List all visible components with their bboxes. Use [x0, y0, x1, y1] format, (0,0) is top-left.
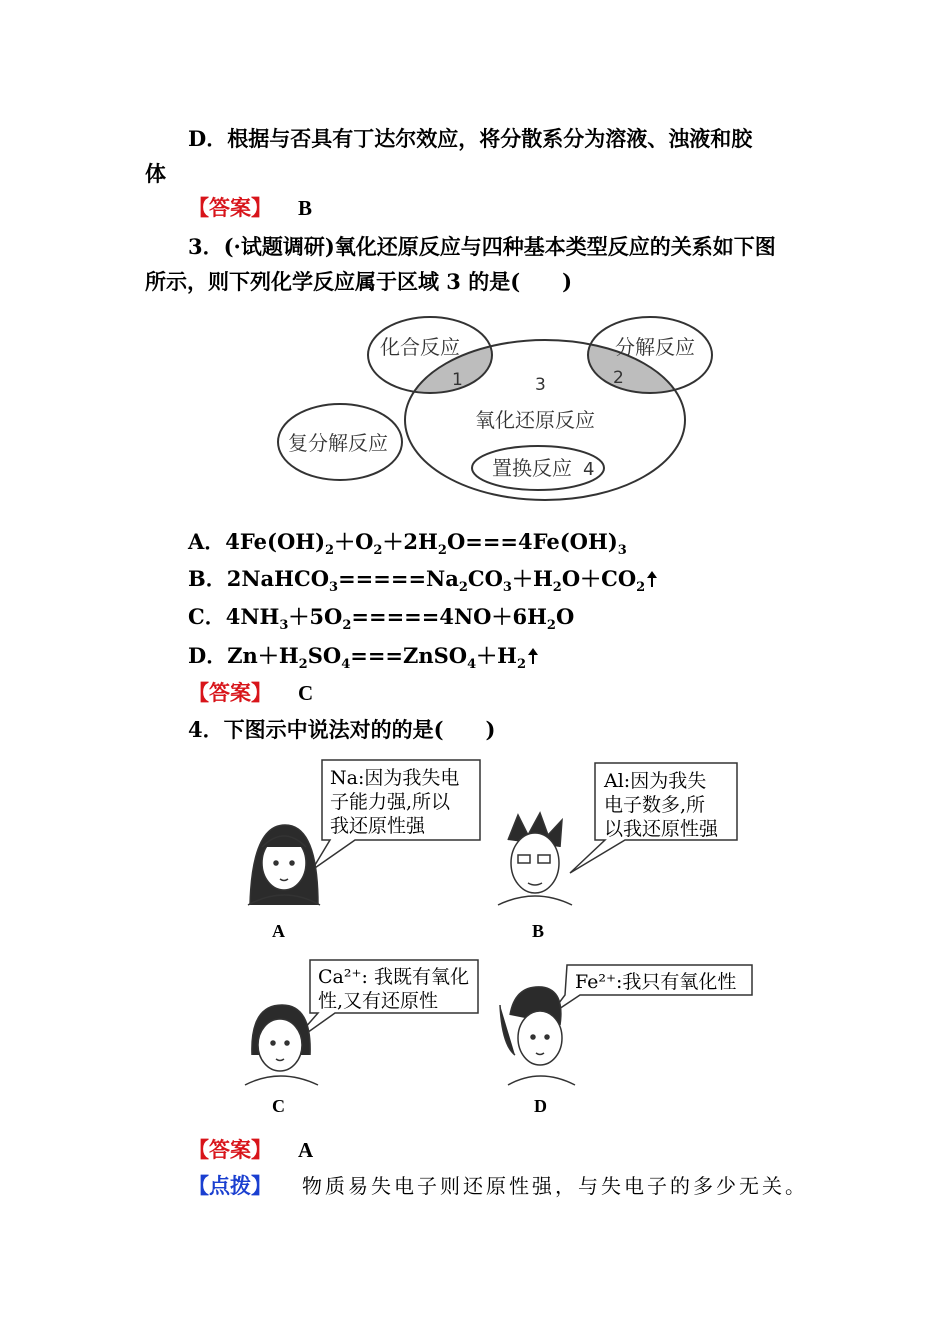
region-3-label: 3 [535, 375, 546, 395]
replacement-label: 置换反应 [492, 456, 572, 480]
bubble-d-text: Fe²⁺:我只有氧化性 [575, 971, 737, 993]
combination-label: 化合反应 [380, 335, 460, 359]
option-prefix: C． [188, 604, 226, 629]
reaction-venn-diagram [270, 310, 730, 510]
region-4-label: 4 [583, 459, 595, 480]
figure-label-c: C [272, 1096, 285, 1116]
region-2-label: 2 [613, 368, 624, 388]
decomposition-label: 分解反应 [615, 335, 695, 359]
redox-label: 氧化还原反应 [475, 408, 595, 432]
girl-a-illustration [248, 825, 320, 905]
q2-option-d-cont: 体 [145, 161, 166, 186]
figure-label-d: D [534, 1096, 547, 1116]
girl-c-illustration [245, 1005, 318, 1085]
answer-tag: 【答案】 [188, 196, 272, 220]
figure-label-b: B [532, 921, 545, 941]
answer-value: C [298, 681, 314, 705]
q3-option-a: A．$4Fe(OH)_2+O_2+2H_2O===4Fe(OH)_3$ [188, 529, 627, 559]
region-1-label: 1 [452, 370, 463, 390]
option-prefix: A． [188, 529, 226, 554]
gas-arrow-icon [532, 650, 534, 664]
q3-answer [188, 679, 313, 707]
option-prefix: B． [188, 566, 227, 591]
bubble-c-text: Ca²⁺: 我既有氧化 性,又有还原性 [318, 966, 469, 1012]
option-prefix: D． [188, 643, 228, 668]
q4-tip [188, 1172, 808, 1200]
bubble-b-text: Al:因为我失 电子数多,所 以我还原性强 [604, 770, 719, 840]
bubble-a-text: Na:因为我失电 子能力强,所以 我还原性强 [330, 767, 460, 837]
boy-b-illustration [498, 813, 572, 905]
q3-option-d: D．$Zn+H_2SO_4===ZnSO_4+H_2$ [188, 642, 534, 679]
double-replacement-label: 复分解反应 [288, 431, 388, 455]
tip-text: 物质易失电子则还原性强，与失电子的多少无关。 [302, 1174, 808, 1198]
q3-option-b: B．$2NaHCO_3=====Na_2CO_3+H_2O+CO_2$ [188, 565, 653, 602]
gas-arrow-icon [651, 573, 653, 587]
q3-stem-line2: 所示，则下列化学反应属于区域 3 的是( ) [145, 269, 573, 294]
answer-value: A [298, 1138, 314, 1162]
q2-option-d: D．根据与否具有丁达尔效应，将分散系分为溶液、浊液和胶 [188, 126, 753, 151]
answer-tag: 【答案】 [188, 681, 272, 705]
figure-label-a: A [272, 921, 285, 941]
q4-answer [188, 1136, 313, 1164]
answer-value: B [298, 196, 313, 220]
q4-stem: 4．下图示中说法对的的是( ) [188, 717, 496, 742]
tip-tag: 【点拨】 [188, 1174, 272, 1198]
q2-answer [188, 194, 312, 222]
answer-tag: 【答案】 [188, 1138, 272, 1162]
q3-option-c: C．$4NH_3+5O_2=====4NO+6H_2O$ [188, 604, 575, 634]
q3-stem-line1: 3．(·试题调研)氧化还原反应与四种基本类型反应的关系如下图 [188, 234, 776, 259]
